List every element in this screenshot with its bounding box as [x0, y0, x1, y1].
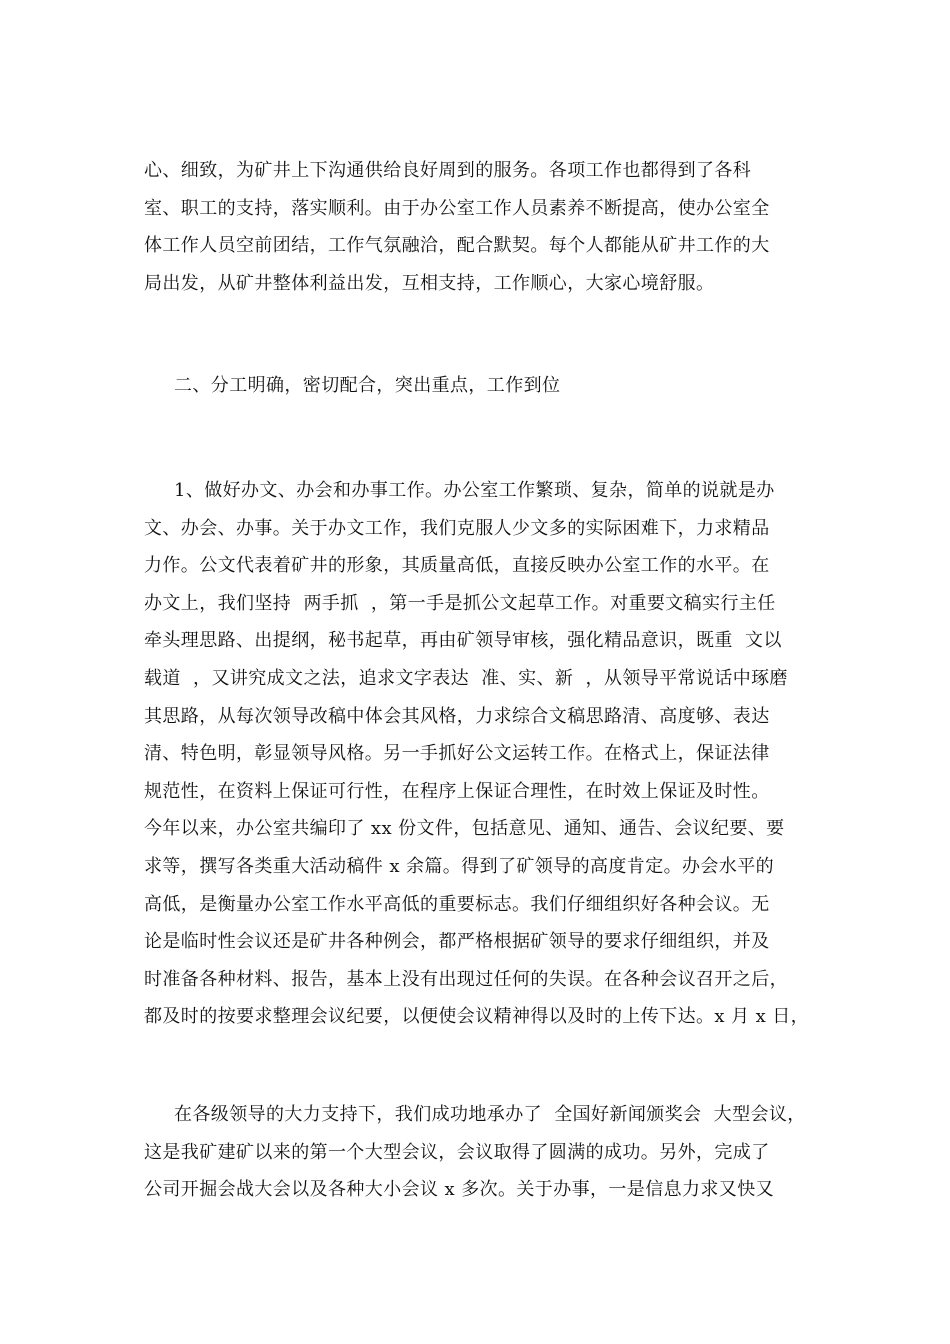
text-line: 力作。公文代表着矿井的形象，其质量高低，直接反映办公室工作的水平。在	[144, 555, 770, 577]
text-line: 清、特色明，彰显领导风格。另一手抓好公文运转工作。在格式上，保证法律	[144, 743, 770, 765]
text-line: 局出发，从矿井整体利益出发，互相支持，工作顺心，大家心境舒服。	[144, 272, 715, 294]
text-line: 体工作人员空前团结，工作气氛融洽，配合默契。每个人都能从矿井工作的大	[144, 235, 770, 257]
text-line: 时准备各种材料、报告，基本上没有出现过任何的失误。在各种会议召开之后，	[144, 968, 788, 990]
section-heading-text: 二、分工明确，密切配合，突出重点，工作到位	[174, 375, 561, 396]
text-line: 办文上，我们坚持 两手抓 ，第一手是抓公文起草工作。对重要文稿实行主任	[144, 592, 776, 614]
text-line: 牵头理思路、出提纲，秘书起草，再由矿领导审核，强化精品意识，既重 文以	[144, 630, 782, 652]
paragraph-office-work	[144, 472, 844, 1036]
text-line: 论是临时性会议还是矿井各种例会，都严格根据矿领导的要求仔细组织，并及	[144, 931, 770, 953]
text-line: 室、职工的支持，落实顺利。由于办公室工作人员素养不断提高，使办公室全	[144, 197, 770, 219]
text-line: 其思路，从每次领导改稿中体会其风格，力求综合文稿思路清、高度够、表达	[144, 705, 770, 727]
paragraph-continuation	[144, 152, 844, 302]
text-line: 心、细致，为矿井上下沟通供给良好周到的服务。各项工作也都得到了各科	[144, 160, 752, 181]
text-line: 求等，撰写各类重大活动稿件 x 余篇。得到了矿领导的高度肯定。办会水平的	[144, 855, 774, 877]
text-line: 1、做好办文、办会和办事工作。办公室工作繁琐、复杂，简单的说就是办	[174, 480, 775, 501]
text-line: 在各级领导的大力支持下，我们成功地承办了 全国好新闻颁奖会 大型会议，	[174, 1104, 806, 1125]
text-line: 今年以来，办公室共编印了 xx 份文件，包括意见、通知、通告、会议纪要、要	[144, 818, 785, 840]
text-line: 这是我矿建矿以来的第一个大型会议，会议取得了圆满的成功。另外，完成了	[144, 1141, 770, 1163]
section-heading	[144, 367, 844, 405]
text-line: 高低，是衡量办公室工作水平高低的重要标志。我们仔细组织好各种会议。无	[144, 893, 770, 915]
text-line: 文、办会、办事。关于办文工作，我们克服人少文多的实际困难下，力求精品	[144, 517, 770, 539]
paragraph-meeting	[144, 1096, 844, 1209]
text-line: 载道 ，又讲究成文之法，追求文字表达 准、实、新 ，从领导平常说话中琢磨	[144, 667, 788, 689]
text-line: 规范性，在资料上保证可行性，在程序上保证合理性，在时效上保证及时性。	[144, 780, 770, 802]
text-line: 都及时的按要求整理会议纪要，以便使会议精神得以及时的上传下达。x 月 x 日，	[144, 1006, 810, 1028]
text-line: 公司开掘会战大会以及各种大小会议 x 多次。关于办事，一是信息力求又快又	[144, 1179, 774, 1201]
